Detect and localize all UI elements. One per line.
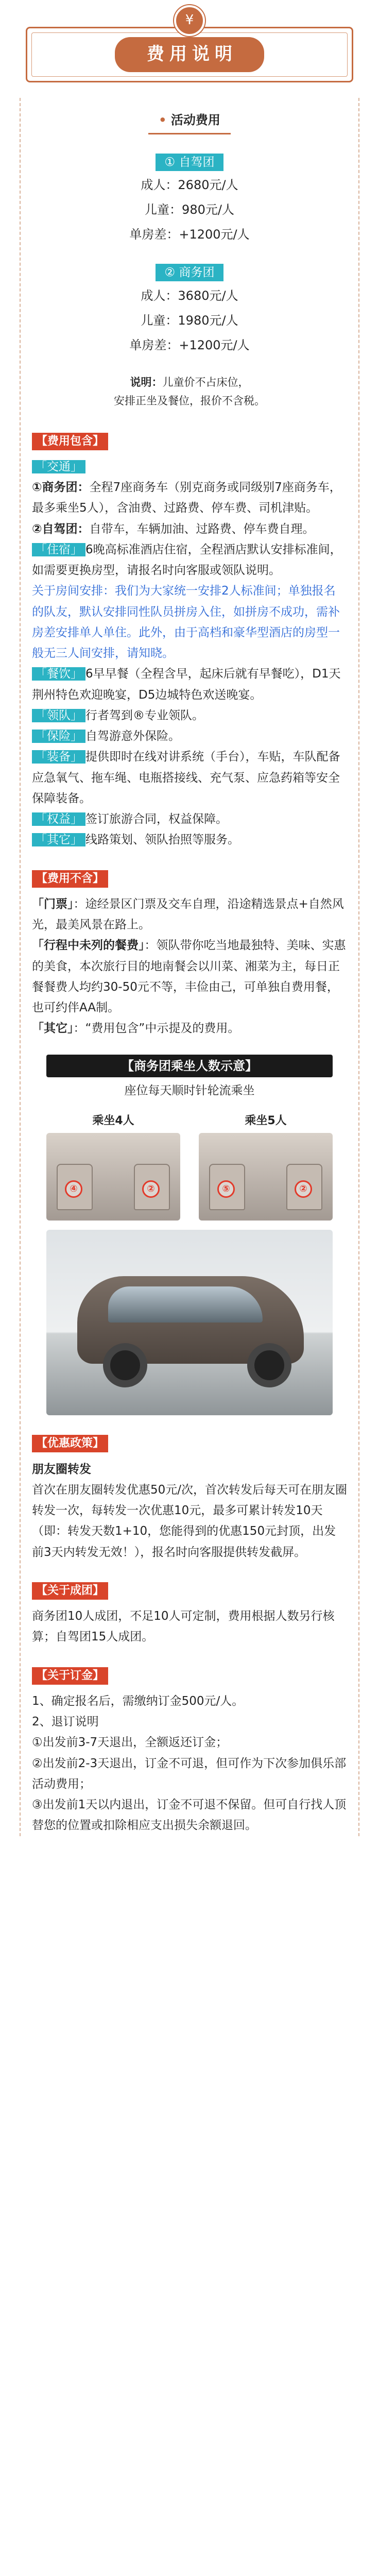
excluded-section: 【费用不含】 「门票」：途经景区门票及交车自理，沿途精选景点+自然风光，最美风景在路上。 「行程中未列的餐费」：领队带你吃当地最独特、美味、实惠的美食，本次旅行目的地南餐会以川菜、湘菜为主，每日正餐餐费人均约30-50元不等，丰俭由己，可单独自费用餐，也可约伴AA制。 「其它」：“费用包含”中示提及的费用。: [32, 868, 347, 1039]
included-title: 【费用包含】: [32, 433, 108, 450]
room-note: 关于房间安排：我们为大家统一安排2人标准间；单独报名的队友，默认安排同性队员拼房入住，如拼房不成功，需补房差安排单人单住。此外，由于高档和豪华型酒店的房型一般无三人间安排，请知晓。: [32, 584, 340, 660]
ticket-text: ：途经景区门票及交车自理，沿途精选景点+自然风光，最美风景在路上。: [32, 897, 344, 931]
excluded-title: 【费用不含】: [32, 870, 108, 888]
seat-diagram-5: 乘坐5人 ⑤ ②: [199, 1111, 333, 1221]
other-text: 线路策划、领队抬照等服务。: [85, 833, 239, 847]
business-transport-text: 全程7座商务车（别克商务或同级别7座商务车，最多乘坐5人），含油费、过路费、停车费、司机津贴。: [32, 481, 341, 515]
seat-diagram-4: 乘坐4人 ④ ②: [46, 1111, 180, 1221]
self-transport-text: 自带车，车辆加油、过路费、停车费自理。: [89, 522, 315, 536]
page-title: 费用说明: [115, 37, 264, 72]
excluded-other-text: ：“费用包含”中示提及的费用。: [73, 1022, 240, 1036]
discount-title: 【优惠政策】: [32, 1435, 108, 1452]
insurance-tag: 「保险」: [32, 730, 85, 743]
header: [0, 0, 379, 98]
meal-text: 6早早餐（全程含早，起床后就有早餐吃），D1天荆州特色欢迎晚宴，D5边城特色欢送晚宴。: [32, 667, 341, 702]
group-section: [32, 1580, 347, 1648]
order-line: ③出发前1天以内退出，订金不可退不保留。但可自行找人顶替您的位置或扣除相应支出损失余额退回。: [32, 1798, 347, 1833]
other-tag: 「其它」: [32, 833, 85, 846]
car-interior-image: ④ ②: [46, 1133, 180, 1221]
order-line: 1、确定报名后，需缴纳订金500元/人。: [32, 1694, 244, 1708]
yen-badge-icon: ¥: [174, 5, 205, 36]
group-text: 商务团10人成团，不足10人可定制，费用根据人数另行核算；自驾团15人成团。: [32, 1609, 335, 1644]
seating-sub: 座位每天顺时针轮流乘坐: [124, 1083, 255, 1097]
order-line: ②出发前2-3天退出，订金不可退，但可作为下次参加俱乐部活动费用；: [32, 1756, 347, 1791]
self-drive-group: [32, 152, 347, 247]
price-line: 成人：3680元/人: [141, 288, 238, 303]
content-column: [20, 98, 359, 1836]
group-title: 【关于成团】: [32, 1582, 108, 1600]
included-section: 【费用包含】 「交通」 ①商务团：全程7座商务车（别克商务或同级别7座商务车，最多乘坐5人），含油费、过路费、停车费、司机津贴。 ②自驾团：自带车，车辆加油、过路费、停车费自理。 「住宿」 6晚高标准酒店住宿，全程酒店默认安排标准间，如需要更换房型，请报名时向客服或领队说明。 关于房间安排：我们为大家统一安排2人标准间；单独报名的队友，默认安排同性队员拼房入住，如拼房不成功，需补房差安排单人单住。此外，由于高档和豪华型酒店的房型一般无三人间安排，请知晓。 「餐饮」 6早早餐（全程含早，起床后就有早餐吃），D1天荆州特色欢迎晚宴，D5边城特色欢送晚宴。 「领队」 行者驾到®专业领队。 「保险」 自驾游意外保险。 「装备」 提供即时在线对讲系统（手台），车贴，车队配备应急氧气、拖车绳、电瓶搭接线、充气泵、应急药箱等安全保障装备。 「权益」 签订旅游合同，权益保障。 「其它」 线路策划、领队抬照等服务。: [32, 431, 347, 851]
order-line: 2、退订说明: [32, 1715, 99, 1728]
stay-tag: 「住宿」: [32, 543, 85, 556]
fee-section-title: • 活动费用: [32, 98, 347, 141]
rights-text: 签订旅游合同，权益保障。: [85, 812, 228, 826]
car-interior-image: ⑤ ②: [199, 1133, 333, 1221]
seating-banner: 【商务团乘坐人数示意】: [46, 1055, 333, 1077]
mpv-car-image: [46, 1230, 333, 1415]
meal-tag: 「餐饮」: [32, 667, 85, 681]
price-line: 儿童：1980元/人: [141, 313, 238, 328]
stay-text: 6晚高标准酒店住宿，全程酒店默认安排标准间，如需要更换房型，请报名时向客服或领队说明。: [32, 543, 342, 577]
guide-text: 行者驾到®专业领队。: [85, 708, 204, 722]
price-line: 单房差：+1200元/人: [129, 337, 250, 352]
rights-tag: 「权益」: [32, 812, 85, 826]
order-section: [32, 1665, 347, 1836]
traffic-tag: 「交通」: [32, 460, 85, 473]
discount-text: 首次在朋友圈转发优惠50元/次，首次转发后每天可在朋友圈转发一次，每转发一次优惠10元，最多可累计转发10天（即：转发天数1+10，您能得到的优惠150元封顶，出发前3天内转发无效！），报名时向客服提供转发截屏。: [32, 1483, 348, 1559]
food-text: ：领队带你吃当地最独特、美味、实惠的美食，本次旅行目的地南餐会以川菜、湘菜为主，每日正餐餐费人均约30-50元不等，丰俭由己，可单独自费用餐，也可约伴AA制。: [32, 939, 346, 1014]
discount-subtitle: 朋友圈转发: [32, 1462, 91, 1476]
guide-tag: 「领队」: [32, 709, 85, 722]
self-drive-tag: ① 自驾团: [156, 154, 224, 171]
insurance-text: 自驾游意外保险。: [85, 730, 180, 743]
price-line: 成人：2680元/人: [141, 178, 238, 193]
order-title: 【关于订金】: [32, 1667, 108, 1685]
fee-note: 说明：儿童价不占床位， 安排正坐及餐位，报价不含税。: [114, 376, 265, 407]
price-line: 儿童：980元/人: [145, 202, 234, 217]
discount-section: [32, 1433, 347, 1563]
business-group: [32, 262, 347, 357]
equipment-tag: 「装备」: [32, 750, 85, 764]
price-line: 单房差：+1200元/人: [129, 227, 250, 242]
order-line: ①出发前3-7天退出，全额返还订金；: [32, 1736, 228, 1750]
business-tag: ② 商务团: [156, 264, 224, 281]
equipment-text: 提供即时在线对讲系统（手台），车贴，车队配备应急氧气、拖车绳、电瓶搭接线、充气泵、应急药箱等安全保障装备。: [32, 750, 340, 805]
seating-section: [46, 1055, 333, 1416]
